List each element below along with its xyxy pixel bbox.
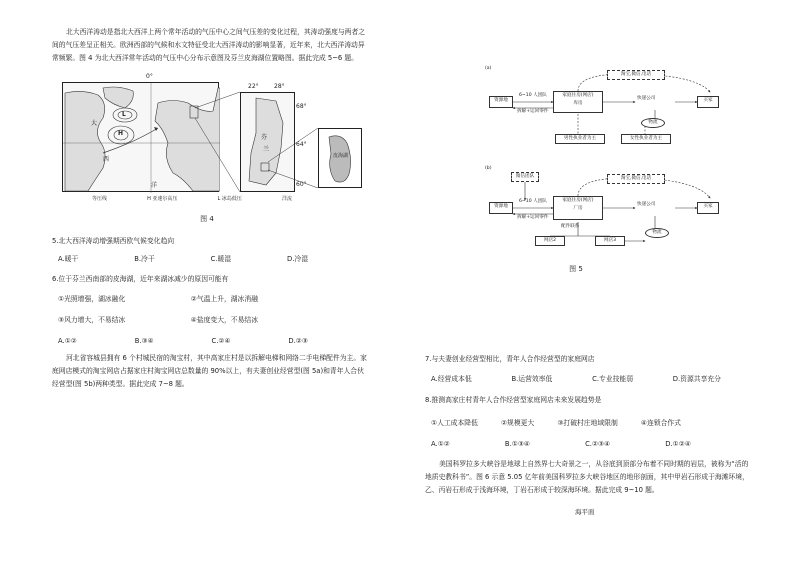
q6-option-d[interactable]: D.②③: [288, 337, 308, 345]
inset-lat-64: 64°: [296, 141, 307, 148]
fig5a-home-label: 家庭住房(网店): [562, 93, 594, 98]
q8-option-b[interactable]: B.①③④: [504, 440, 531, 448]
q6-item-3: ③风力增大，不易结冰: [58, 316, 126, 324]
figure-4-caption: 图 4: [200, 215, 214, 223]
q8-option-c[interactable]: C.②③④: [585, 440, 611, 448]
q5-option-b[interactable]: B.冷干: [134, 255, 155, 263]
q5-option-c[interactable]: C.暖湿: [210, 255, 232, 263]
q6-items-row-2: [58, 314, 258, 327]
fig5b-shop3: 网店3: [595, 236, 625, 246]
inset-connectors: [62, 78, 362, 213]
q6-item-1: ①光照增强，湖冰融化: [58, 295, 126, 303]
q8-item-4: ④连锁合作式: [640, 419, 681, 427]
question-5: 5.北大西洋涛动增强期西欧气候变化趋向: [52, 237, 175, 245]
map-legend: [92, 196, 292, 204]
fig5a-husband: 男性执业者为主: [555, 134, 605, 144]
q7-option-c[interactable]: C.专业技能弱: [592, 375, 633, 383]
lake-label: 皮海湖: [333, 153, 349, 159]
q8-item-2: ②规模更大: [500, 419, 535, 427]
legend-current: 洋流: [281, 196, 292, 202]
fig5b-shop2: 网店2: [535, 236, 565, 246]
map-label-H: H: [118, 130, 124, 137]
fig5a-buyer: 买家: [697, 96, 719, 108]
figure-5: [485, 66, 745, 266]
q6-option-a[interactable]: A.①②: [58, 337, 77, 345]
map-label-xi: 西: [103, 156, 110, 163]
sea-level-label: 海平面: [575, 508, 595, 516]
question-8: 8.推测高家庄村青年人合作经营型家庭网店未来发展趋势是: [425, 396, 602, 404]
question-8-options: [431, 438, 691, 451]
question-6-options: [58, 335, 308, 348]
q7-option-a[interactable]: A.经营成本低: [431, 375, 472, 383]
fig5b-platform: 淘宝,微信,电话: [607, 174, 665, 184]
fig5a-wife: 女性执业者为主: [621, 134, 671, 144]
intro-paragraph-2: 河北省容城县拥有 6 个村城民宿的淘宝村，其中高家庄村是以拆解电梯和网络二手电梯配件为主。家庭网店模式的淘宝网店占据家庄村淘宝网店总数量的 90%以上，有夫妻创业经营型(图 5a)和青年人合伙经营型(图 5b)两种类型。据此完成 7~8 题。: [52, 354, 367, 388]
map-label-L: L: [122, 111, 126, 118]
q6-item-2: ②气温上升，湖冰消融: [190, 295, 258, 303]
intro-paragraph-3: 美国科罗拉多大峡谷是地球上自然界七大奇景之一，从谷底到顶部分布着不同时期的岩层，被称为“活的地质史教科书”。图 6 示意 5.05 亿年前美国科罗拉多大峡谷地区的地形剖面，其中甲岩石形成于海滩环境，乙、丙岩石形成于浅海环境，丁岩石形成于较深海环境。据此完成 9~10 题。: [425, 460, 749, 494]
fig5b-resource: 资源地: [489, 202, 513, 214]
legend-low: L 冰岛低压: [217, 196, 242, 202]
q6-items-row-1: [58, 293, 258, 306]
q8-item-1: ①人工成本降低: [431, 419, 478, 427]
fig5b-buyer: 买家: [697, 202, 719, 214]
fig5a-platform: 淘宝,微信,电话: [607, 70, 665, 80]
question-7: 7.与夫妻创业经营型相比，青年人合作经营型的家庭网店: [425, 355, 595, 363]
fig5b-team-size: 6~10 人团队: [519, 199, 547, 204]
q7-option-d[interactable]: D.资源共享充分: [672, 375, 721, 383]
fig5b-team: 微信团队: [511, 172, 539, 182]
fig5b-tag: (b): [485, 166, 492, 171]
q5-option-a[interactable]: A.暖干: [58, 255, 79, 263]
fig5b-home: [553, 196, 603, 220]
fig5a-home: [553, 91, 603, 113]
map-label-yang: 洋: [151, 182, 158, 189]
inset-lon-22: 22°: [248, 83, 259, 90]
fig5b-dismantle: 拆解+运回零件: [517, 215, 549, 220]
fig5b-factory-label: 厂房: [573, 206, 583, 211]
q8-option-d[interactable]: D.①②④: [665, 440, 691, 448]
inset-label-fen: 芬: [261, 134, 268, 141]
map-lon-0: 0°: [146, 73, 153, 80]
fig5a-team: 6~10 人团队: [519, 93, 547, 98]
legend-isobar: 等压线: [92, 196, 108, 202]
inset-label-lan: 兰: [263, 146, 270, 153]
map-label-da: 大: [91, 120, 98, 127]
fig5b-logistics: 物流: [645, 228, 669, 238]
intro-paragraph-1: 北大西洋涛动是指北大西洋上两个常年活动的气压中心之间气压差的变化过程，其涛动强度与两者之间的气压差呈正相关。欧洲西部的气候和水文特征受北大西洋涛动的影响显著，近年来，北大西洋涛动异常频繁。图 4 为北大西洋常年活动的气压中心分布示意图及芬兰皮海湖位置略图。据此完成 5~6 题。: [52, 28, 366, 62]
question-5-options: [58, 253, 308, 266]
question-6: 6.位于芬兰西南部的皮海湖，近年来湖冰减少的原因可能有: [52, 275, 229, 283]
fig5a-logistics: 物流: [641, 118, 665, 128]
fig5a-tag: (a): [485, 66, 492, 71]
fig5a-resource: 资源地: [489, 96, 513, 108]
inset-lon-28: 28°: [274, 83, 285, 90]
q6-option-c[interactable]: C.②④: [211, 337, 231, 345]
figure-5-caption: 图 5: [569, 265, 583, 273]
legend-high: H 亚速尔高压: [147, 196, 178, 202]
question-7-options: [431, 373, 721, 386]
fig5a-dismantle: 拆解+运回零件: [517, 109, 549, 114]
q7-option-b[interactable]: B.运营效率低: [511, 375, 553, 383]
fig5a-express: 快递公司: [637, 96, 656, 101]
figure-4: [62, 73, 362, 213]
fig5b-outsource: 配件联系: [561, 224, 580, 229]
fig5b-home-label: 家庭住房(网店): [562, 198, 594, 203]
q5-option-d[interactable]: D.冷湿: [287, 255, 308, 263]
fig5b-express: 快递公司: [637, 202, 656, 207]
q8-option-a[interactable]: A.①②: [431, 440, 450, 448]
inset-lat-60: 60°: [296, 181, 307, 188]
q6-item-4: ④盐度变大，不易结冰: [190, 316, 258, 324]
q8-items: [431, 417, 681, 430]
fig5a-stock-label: 库房: [573, 101, 583, 106]
q8-item-3: ③打破村庄地域限制: [557, 419, 618, 427]
q6-option-b[interactable]: B.③④: [134, 337, 154, 345]
inset-lat-68: 68°: [296, 103, 307, 110]
